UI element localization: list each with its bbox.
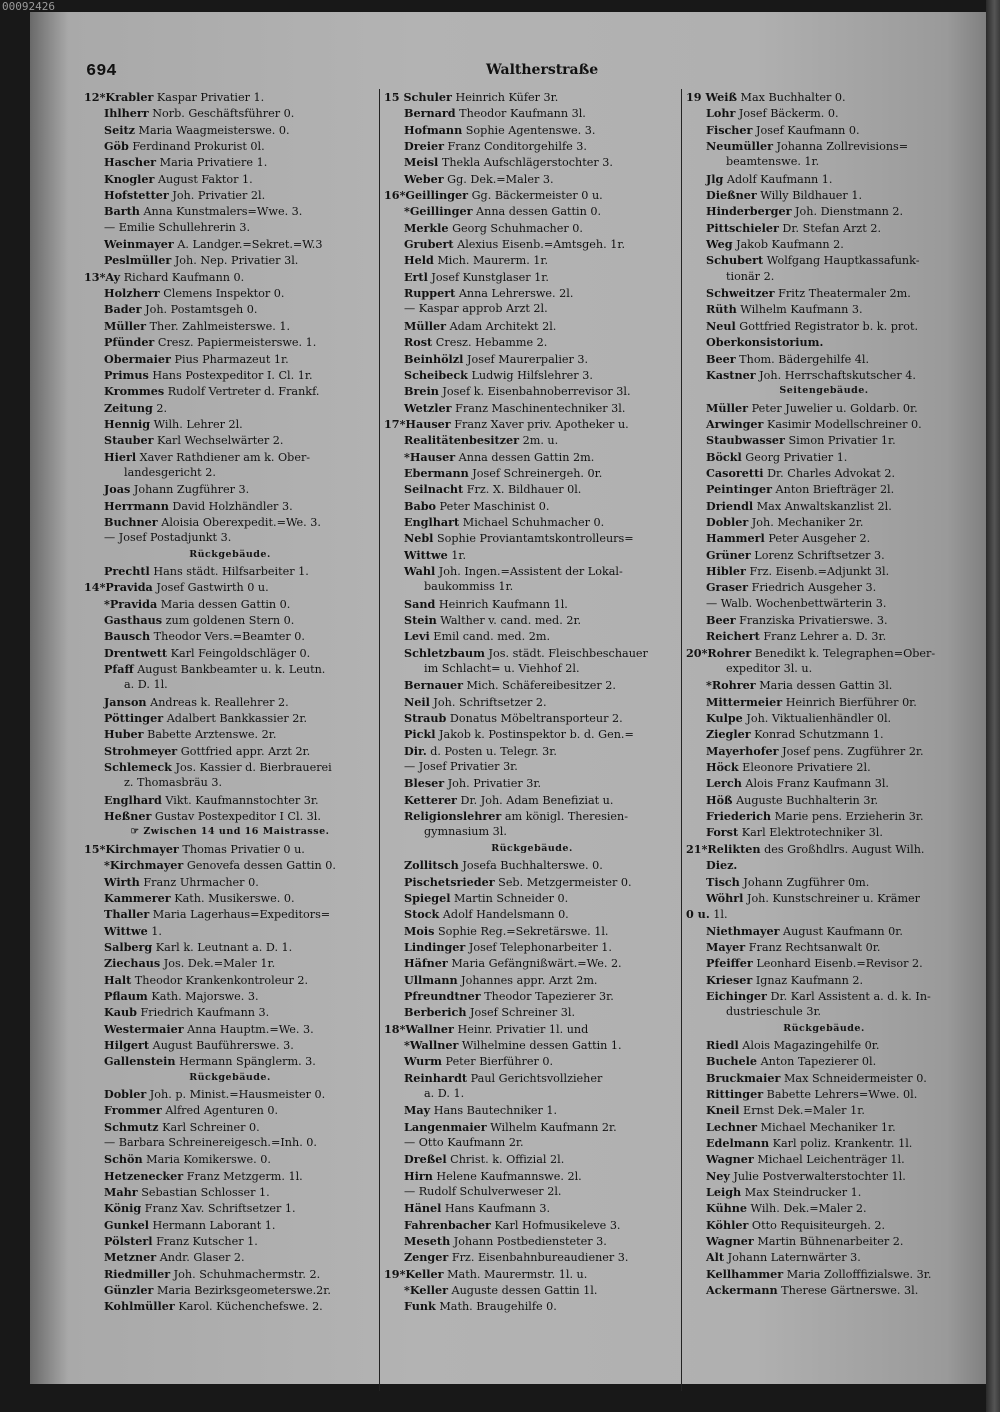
resident-entry: *Geillinger Anna dessen Gattin 0.	[404, 204, 602, 219]
resident-entry: Rost Cresz. Hebamme 2.	[404, 335, 548, 350]
resident-entry: Langenmaier Wilhelm Kaufmann 2r.	[404, 1119, 617, 1134]
resident-entry: Dreier Franz Conditorgehilfe 3.	[404, 139, 587, 154]
resident-entry: Müller Ther. Zahlmeisterswe. 1.	[104, 318, 291, 333]
resident-entry: 16*Geillinger Gg. Bäckermeister 0 u.	[384, 188, 603, 203]
resident-entry: Casoretti Dr. Charles Advokat 2.	[706, 465, 896, 480]
resident-entry: Janson Andreas k. Reallehrer 2.	[104, 694, 289, 709]
resident-entry: Müller Adam Architekt 2l.	[404, 318, 557, 333]
resident-entry: Stock Adolf Handelsmann 0.	[404, 907, 569, 922]
resident-entry: Friederich Marie pens. Erzieherin 3r.	[706, 809, 924, 824]
resident-entry: Scheibeck Ludwig Hilfslehrer 3.	[404, 367, 593, 382]
resident-entry: Zollitsch Josefa Buchhalterswe. 0.	[404, 858, 603, 873]
resident-entry: 15 Schuler Heinrich Küfer 3r.	[384, 90, 559, 104]
section-heading: ☞ Zwischen 14 und 16 Maistrasse.	[130, 826, 330, 838]
resident-entry: *Rohrer Maria dessen Gattin 3l.	[706, 678, 893, 693]
resident-entry: Dir. d. Posten u. Telegr. 3r.	[404, 743, 557, 758]
resident-entry: Englhart Michael Schuhmacher 0.	[404, 514, 605, 529]
resident-entry: 0 u. 1l.	[686, 907, 728, 922]
entry-continuation: im Schlacht= u. Viehhof 2l.	[424, 662, 580, 676]
resident-entry: Dreßel Christ. k. Offizial 2l.	[404, 1152, 565, 1167]
resident-entry: Halt Theodor Krankenkontroleur 2.	[104, 972, 309, 987]
resident-entry: Grüner Lorenz Schriftsetzer 3.	[706, 547, 885, 562]
resident-entry: Levi Emil cand. med. 2m.	[404, 629, 550, 644]
resident-entry: Salberg Karl k. Leutnant a. D. 1.	[104, 939, 293, 954]
resident-entry: Leigh Max Steindrucker 1.	[706, 1185, 862, 1200]
resident-entry: Eichinger Dr. Karl Assistent a. d. k. In-	[706, 988, 931, 1003]
resident-entry: Obermaier Pius Pharmazeut 1r.	[104, 351, 289, 366]
resident-entry: Schmutz Karl Schreiner 0.	[104, 1119, 260, 1134]
resident-entry: Krommes Rudolf Vertreter d. Frankf.	[104, 384, 320, 399]
resident-entry: Bleser Joh. Privatier 3r.	[404, 776, 542, 791]
resident-entry: Schubert Wolfgang Hauptkassafunk-	[706, 253, 920, 268]
resident-entry: Stauber Karl Wechselwärter 2.	[104, 433, 284, 448]
resident-entry: Kneil Ernst Dek.=Maler 1r.	[706, 1103, 865, 1118]
entry-continuation: a. D. 1.	[424, 1086, 465, 1100]
resident-entry: Fahrenbacher Karl Hofmusikeleve 3.	[404, 1217, 621, 1232]
resident-entry: Frommer Alfred Agenturen 0.	[104, 1103, 279, 1118]
resident-entry: Hofmann Sophie Agentenswe. 3.	[404, 122, 596, 137]
resident-entry: Reichert Franz Lehrer a. D. 3r.	[706, 629, 887, 644]
resident-entry: Mittermeier Heinrich Bierführer 0r.	[706, 694, 917, 709]
resident-entry: Kastner Joh. Herrschaftskutscher 4.	[706, 367, 916, 382]
resident-entry: Kellhammer Maria Zollofffizialswe. 3r.	[706, 1266, 932, 1281]
resident-entry: Mayerhofer Josef pens. Zugführer 2r.	[706, 743, 924, 758]
resident-entry: Wittwe 1r.	[404, 547, 467, 562]
resident-entry: Knogler August Faktor 1.	[104, 171, 253, 186]
resident-entry: Alt Johann Laternwärter 3.	[706, 1250, 861, 1265]
resident-entry: Holzherr Clemens Inspektor 0.	[104, 286, 285, 301]
section-heading: Rückgebäude.	[491, 842, 573, 854]
resident-entry: Buchele Anton Tapezierer 0l.	[706, 1054, 877, 1069]
resident-entry: Ziegler Konrad Schutzmann 1.	[706, 727, 884, 742]
resident-entry: Ebermann Josef Schreinergeh. 0r.	[404, 465, 603, 480]
resident-entry: Funk Math. Braugehilfe 0.	[404, 1299, 557, 1314]
resident-entry: Höck Eleonore Privatiere 2l.	[706, 760, 871, 775]
resident-entry: Meisl Thekla Aufschlägerstochter 3.	[404, 155, 613, 170]
resident-entry: May Hans Bautechniker 1.	[404, 1103, 558, 1118]
resident-entry: Beer Franziska Privatierswe. 3.	[706, 613, 888, 627]
entry-continuation: tionär 2.	[726, 269, 775, 283]
entry-continuation: baukommiss 1r.	[424, 580, 514, 594]
resident-entry: Lohr Josef Bäckerm. 0.	[706, 106, 839, 121]
entry-continuation: gymnasium 3l.	[424, 825, 507, 839]
entry-continuation: dustrieschule 3r.	[726, 1005, 822, 1019]
resident-entry: Stein Walther v. cand. med. 2r.	[404, 613, 582, 627]
resident-entry: Schlemeck Jos. Kassier d. Bierbrauerei	[104, 760, 332, 775]
directory-column-3	[686, 89, 962, 1298]
resident-entry: Buchner Aloisia Oberexpedit.=We. 3.	[104, 514, 321, 529]
resident-entry: Spiegel Martin Schneider 0.	[404, 890, 569, 905]
resident-entry: Schletzbaum Jos. städt. Fleischbeschauer	[404, 645, 648, 660]
resident-entry: Seitz Maria Waagmeisterswe. 0.	[104, 122, 290, 137]
resident-entry: Kohlmüller Karol. Küchenchefswe. 2.	[104, 1299, 323, 1314]
resident-entry: Zenger Frz. Eisenbahnbureaudiener 3.	[404, 1250, 629, 1265]
resident-entry: 17*Hauser Franz Xaver priv. Apotheker u.	[384, 416, 629, 431]
directory-column-2	[384, 89, 680, 1315]
resident-entry: Pittschieler Dr. Stefan Arzt 2.	[706, 220, 882, 235]
section-heading: Rückgebäude.	[189, 1071, 271, 1083]
section-heading: Rückgebäude.	[189, 548, 271, 560]
resident-entry: — Emilie Schullehrerin 3.	[104, 220, 251, 234]
resident-entry: Riedmiller Joh. Schuhmachermstr. 2.	[104, 1266, 321, 1281]
resident-entry: Neumüller Johanna Zollrevisions=	[706, 139, 909, 154]
resident-entry: Graser Friedrich Ausgeher 3.	[706, 580, 877, 595]
resident-entry: Hennig Wilh. Lehrer 2l.	[104, 416, 243, 431]
resident-entry: Drentwett Karl Feingoldschläger 0.	[104, 645, 311, 660]
page-edge	[986, 0, 1000, 1412]
resident-entry: Böckl Georg Privatier 1.	[706, 449, 848, 464]
resident-entry: Nebl Sophie Proviantamtskontrolleurs=	[404, 531, 634, 546]
resident-entry: Pflaum Kath. Majorswe. 3.	[104, 988, 259, 1003]
resident-entry: Straub Donatus Möbeltransporteur 2.	[404, 711, 623, 726]
entry-continuation: z. Thomasbräu 3.	[124, 776, 223, 790]
resident-entry: Thaller Maria Lagerhaus=Expeditors=	[104, 907, 331, 922]
resident-entry: Hinderberger Joh. Dienstmann 2.	[706, 204, 904, 219]
resident-entry: Ullmann Johannes appr. Arzt 2m.	[404, 972, 598, 987]
resident-entry: Wagner Michael Leichenträger 1l.	[706, 1152, 905, 1167]
resident-entry: Weber Gg. Dek.=Maler 3.	[404, 171, 554, 186]
resident-entry: Ruppert Anna Lehrerswe. 2l.	[404, 286, 574, 301]
resident-entry: Weinmayer A. Landger.=Sekret.=W.3	[104, 237, 323, 252]
resident-entry: Krieser Ignaz Kaufmann 2.	[706, 972, 864, 987]
resident-entry: Pischetsrieder Seb. Metzgermeister 0.	[404, 874, 632, 889]
resident-entry: Fischer Josef Kaufmann 0.	[706, 122, 860, 137]
resident-entry: Höß Auguste Buchhalterin 3r.	[706, 792, 879, 807]
resident-entry: 21*Relikten des Großhdlrs. August Wilh.	[686, 841, 925, 856]
resident-entry: Ketterer Dr. Joh. Adam Benefiziat u.	[404, 792, 614, 807]
resident-entry: Forst Karl Elektrotechniker 3l.	[706, 825, 883, 840]
resident-entry: Pfreundtner Theodor Tapezierer 3r.	[404, 988, 614, 1003]
resident-entry: Bausch Theodor Vers.=Beamter 0.	[104, 629, 305, 644]
column-divider	[681, 89, 682, 1391]
resident-entry: Göb Ferdinand Prokurist 0l.	[104, 139, 265, 154]
resident-entry: Wöhrl Joh. Kunstschreiner u. Krämer	[706, 890, 921, 905]
section-heading: Rückgebäude.	[783, 1022, 865, 1034]
resident-entry: Rüth Wilhelm Kaufmann 3.	[706, 302, 863, 317]
resident-entry: Günzler Maria Bezirksgeometerswe.2r.	[104, 1283, 331, 1298]
resident-entry: Herrmann David Holzhändler 3.	[104, 498, 293, 513]
entry-continuation: beamtenswe. 1r.	[726, 155, 820, 169]
resident-entry: Pfeiffer Leonhard Eisenb.=Revisor 2.	[706, 956, 923, 971]
resident-entry: Wurm Peter Bierführer 0.	[404, 1054, 554, 1069]
resident-entry: Lindinger Josef Telephonarbeiter 1.	[404, 939, 612, 954]
resident-entry: Wagner Martin Bühnenarbeiter 2.	[706, 1234, 904, 1249]
archive-stamp: 00092426	[2, 0, 55, 13]
resident-entry: Religionslehrer am königl. Theresien-	[404, 809, 629, 824]
resident-entry: Hierl Xaver Rathdiener am k. Ober-	[104, 449, 311, 464]
resident-entry: Kammerer Kath. Musikerswe. 0.	[104, 890, 295, 905]
entry-continuation: a. D. 1l.	[124, 678, 168, 692]
resident-entry: 15*Kirchmayer Thomas Privatier 0 u.	[84, 841, 305, 856]
resident-entry: Ihlherr Norb. Geschäftsführer 0.	[104, 106, 295, 121]
resident-entry: Hänel Hans Kaufmann 3.	[404, 1201, 551, 1216]
resident-entry: Tisch Johann Zugführer 0m.	[706, 874, 870, 889]
resident-entry: Meseth Johann Postbediensteter 3.	[404, 1234, 607, 1249]
resident-entry: Ertl Josef Kunstglaser 1r.	[404, 269, 549, 284]
resident-entry: Pöttinger Adalbert Bankkassier 2r.	[104, 711, 308, 726]
resident-entry: Beinhölzl Josef Maurerpalier 3.	[404, 351, 589, 366]
resident-entry: Arwinger Kasimir Modellschreiner 0.	[706, 416, 922, 431]
resident-entry: Ziechaus Jos. Dek.=Maler 1r.	[104, 956, 276, 971]
resident-entry: 12*Krabler Kaspar Privatier 1.	[84, 90, 265, 104]
resident-entry: 13*Ay Richard Kaufmann 0.	[84, 269, 245, 284]
resident-entry: Primus Hans Postexpeditor I. Cl. 1r.	[104, 367, 313, 382]
resident-entry: Peintinger Anton Briefträger 2l.	[706, 482, 895, 497]
resident-entry: Müller Peter Juwelier u. Goldarb. 0r.	[706, 400, 918, 415]
resident-entry: Westermaier Anna Hauptm.=We. 3.	[104, 1021, 314, 1036]
resident-entry: *Hauser Anna dessen Gattin 2m.	[404, 449, 595, 464]
resident-entry: Wetzler Franz Maschinentechniker 3l.	[404, 400, 626, 415]
resident-entry: Neul Gottfried Registrator b. k. prot.	[706, 318, 918, 333]
resident-entry: Hofstetter Joh. Privatier 2l.	[104, 188, 266, 203]
resident-entry: — Josef Privatier 3r.	[404, 760, 518, 774]
resident-entry: 19 Weiß Max Buchhalter 0.	[686, 90, 846, 104]
resident-entry: Rittinger Babette Lehrers=Wwe. 0l.	[706, 1086, 918, 1101]
resident-entry: Pölsterl Franz Kutscher 1.	[104, 1234, 258, 1249]
resident-entry: Gasthaus zum goldenen Stern 0.	[104, 613, 295, 627]
resident-entry: Strohmeyer Gottfried appr. Arzt 2r.	[104, 743, 311, 758]
resident-entry: Gunkel Hermann Laborant 1.	[104, 1217, 276, 1232]
resident-entry: — Walb. Wochenbettwärterin 3.	[706, 596, 887, 610]
resident-entry: Berberich Josef Schreiner 3l.	[404, 1005, 575, 1020]
resident-entry: Bernauer Mich. Schäfereibesitzer 2.	[404, 678, 616, 693]
resident-entry: Neil Joh. Schriftsetzer 2.	[404, 694, 547, 709]
resident-entry: 19*Keller Math. Maurermstr. 1l. u.	[384, 1266, 588, 1281]
directory-column-1	[84, 89, 376, 1315]
resident-entry: Kulpe Joh. Viktualienhändler 0l.	[706, 711, 892, 726]
resident-entry: Ackermann Therese Gärtnerswe. 3l.	[706, 1283, 919, 1298]
resident-entry: Niethmayer August Kaufmann 0r.	[706, 923, 903, 938]
resident-entry: — Barbara Schreinereigesch.=Inh. 0.	[104, 1136, 317, 1149]
resident-entry: Jlg Adolf Kaufmann 1.	[706, 171, 833, 186]
resident-entry: Bruckmaier Max Schneidermeister 0.	[706, 1070, 927, 1085]
resident-entry: Peslmüller Joh. Nep. Privatier 3l.	[104, 253, 299, 268]
resident-entry: Hilgert August Bauführerswe. 3.	[104, 1037, 294, 1052]
resident-entry: Lerch Alois Franz Kaufmann 3l.	[706, 776, 889, 791]
resident-entry: Englhard Vikt. Kaufmannstochter 3r.	[104, 792, 319, 807]
resident-entry: Kaub Friedrich Kaufmann 3.	[104, 1005, 270, 1020]
resident-entry: Pfaff August Bankbeamter u. k. Leutn.	[104, 662, 326, 677]
resident-entry: Hibler Frz. Eisenb.=Adjunkt 3l.	[706, 563, 890, 578]
resident-entry: Joas Johann Zugführer 3.	[104, 482, 250, 497]
entry-continuation: landesgericht 2.	[124, 465, 216, 479]
resident-entry: Köhler Otto Requisiteurgeh. 2.	[706, 1217, 886, 1232]
resident-entry: Pfünder Cresz. Papiermeisterswe. 1.	[104, 335, 317, 350]
resident-entry: Prechtl Hans städt. Hilfsarbeiter 1.	[104, 563, 309, 578]
resident-entry: Huber Babette Arztenswe. 2r.	[104, 727, 277, 742]
resident-entry: Hascher Maria Privatiere 1.	[104, 155, 268, 170]
resident-entry: Hetzenecker Franz Metzgerm. 1l.	[104, 1168, 303, 1183]
resident-entry: Wittwe 1.	[104, 923, 162, 938]
resident-entry: Grubert Alexius Eisenb.=Amtsgeh. 1r.	[404, 237, 626, 252]
resident-entry: — Rudolf Schulverweser 2l.	[404, 1185, 562, 1199]
resident-entry: Schweitzer Fritz Theatermaler 2m.	[706, 286, 911, 301]
resident-entry: *Pravida Maria dessen Gattin 0.	[104, 596, 291, 611]
resident-entry: Wahl Joh. Ingen.=Assistent der Lokal-	[404, 563, 623, 578]
resident-entry: Brein Josef k. Eisenbahnoberrevisor 3l.	[404, 384, 631, 399]
resident-entry: 20*Rohrer Benedikt k. Telegraphen=Ober-	[686, 645, 936, 660]
resident-entry: Pickl Jakob k. Postinspektor b. d. Gen.=	[404, 727, 634, 742]
resident-entry: Schön Maria Komikerswe. 0.	[104, 1152, 271, 1167]
resident-entry: Bader Joh. Postamtsgeh 0.	[104, 302, 258, 317]
resident-entry: — Otto Kaufmann 2r.	[404, 1136, 524, 1149]
resident-entry: König Franz Xav. Schriftsetzer 1.	[104, 1201, 296, 1216]
resident-entry: Weg Jakob Kaufmann 2.	[706, 237, 844, 252]
page-number: 694	[86, 62, 117, 81]
resident-entry: Staubwasser Simon Privatier 1r.	[706, 433, 896, 448]
resident-entry: 18*Wallner Heinr. Privatier 1l. und	[384, 1021, 589, 1036]
resident-entry: Metzner Andr. Glaser 2.	[104, 1250, 245, 1265]
resident-entry: Wirth Franz Uhrmacher 0.	[104, 874, 259, 889]
resident-entry: Bernard Theodor Kaufmann 3l.	[404, 106, 586, 121]
resident-entry: Mayer Franz Rechtsanwalt 0r.	[706, 939, 881, 954]
resident-entry: — Kaspar approb Arzt 2l.	[404, 302, 548, 316]
resident-entry: Dießner Willy Bildhauer 1.	[706, 188, 863, 203]
resident-entry: Ney Julie Postverwalterstochter 1l.	[706, 1168, 906, 1183]
resident-entry: Realitätenbesitzer 2m. u.	[404, 433, 559, 448]
resident-entry: Dobler Joh. Mechaniker 2r.	[706, 514, 864, 529]
resident-entry: Reinhardt Paul Gerichtsvollzieher	[404, 1070, 603, 1085]
resident-entry: Kühne Wilh. Dek.=Maler 2.	[706, 1201, 867, 1216]
resident-entry: *Keller Auguste dessen Gattin 1l.	[404, 1283, 598, 1298]
resident-entry: Mois Sophie Reg.=Sekretärswe. 1l.	[404, 923, 609, 938]
resident-entry: Riedl Alois Magazingehilfe 0r.	[706, 1037, 880, 1052]
column-divider	[379, 89, 380, 1391]
resident-entry: Hirn Helene Kaufmannswe. 2l.	[404, 1168, 582, 1183]
resident-entry: 14*Pravida Josef Gastwirth 0 u.	[84, 580, 269, 595]
street-header: Waltherstraße	[486, 62, 599, 78]
resident-entry: Seilnacht Frz. X. Bildhauer 0l.	[404, 482, 582, 497]
section-heading: Seitengebäude.	[779, 385, 869, 397]
resident-entry: Merkle Georg Schuhmacher 0.	[404, 220, 583, 235]
resident-entry: — Josef Postadjunkt 3.	[104, 531, 232, 545]
resident-entry: *Wallner Wilhelmine dessen Gattin 1.	[404, 1037, 622, 1052]
resident-entry: Lechner Michael Mechaniker 1r.	[706, 1119, 896, 1134]
resident-entry: Driendl Max Anwaltskanzlist 2l.	[706, 498, 892, 513]
resident-entry: Häfner Maria Gefängnißwärt.=We. 2.	[404, 956, 622, 971]
resident-entry: Dobler Joh. p. Minist.=Hausmeister 0.	[104, 1086, 326, 1101]
resident-entry: Diez.	[706, 858, 738, 873]
resident-entry: Hammerl Peter Ausgeher 2.	[706, 531, 871, 546]
resident-entry: Oberkonsistorium.	[706, 335, 824, 350]
resident-entry: Sand Heinrich Kaufmann 1l.	[404, 596, 568, 611]
resident-entry: Babo Peter Maschinist 0.	[404, 498, 550, 513]
resident-entry: Zeitung 2.	[104, 400, 168, 415]
resident-entry: Edelmann Karl poliz. Krankentr. 1l.	[706, 1136, 913, 1150]
resident-entry: Barth Anna Kunstmalers=Wwe. 3.	[104, 204, 303, 219]
resident-entry: Gallenstein Hermann Spänglerm. 3.	[104, 1054, 316, 1069]
resident-entry: Beer Thom. Bädergehilfe 4l.	[706, 351, 870, 366]
resident-entry: *Kirchmayer Genovefa dessen Gattin 0.	[104, 858, 336, 873]
resident-entry: Heßner Gustav Postexpeditor I Cl. 3l.	[104, 809, 321, 824]
resident-entry: Mahr Sebastian Schlosser 1.	[104, 1185, 270, 1200]
entry-continuation: expeditor 3l. u.	[726, 662, 813, 676]
resident-entry: Held Mich. Maurerm. 1r.	[404, 253, 549, 268]
